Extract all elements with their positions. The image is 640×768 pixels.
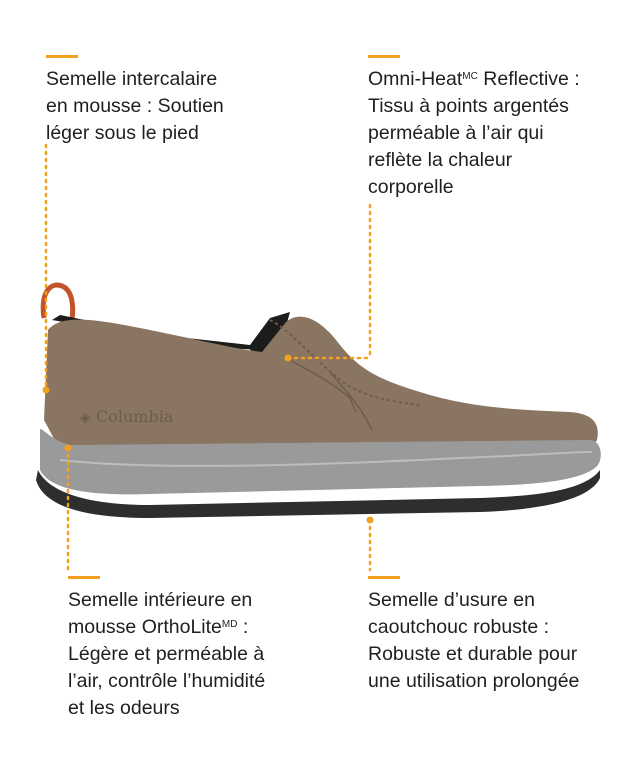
callout-insole-line: Légère et perméable à: [68, 643, 265, 665]
callout-outsole: [368, 576, 628, 695]
callout-insole-line: et les odeurs: [68, 697, 180, 719]
callout-insole: [68, 576, 308, 722]
callout-omniheat-title: Omni-Heat$^{MC}$ Reflective :: [368, 68, 580, 90]
accent-bar: [68, 576, 100, 579]
callout-insole-line: Semelle intérieure en: [68, 589, 253, 611]
accent-bar: [368, 576, 400, 579]
accent-bar: [46, 55, 78, 58]
callout-omniheat-line: Tissu à points argentés: [368, 95, 569, 117]
callout-omniheat-line: reflète la chaleur: [368, 149, 513, 171]
callout-outsole-line: une utilisation prolongée: [368, 670, 580, 692]
callout-insole-title: mousse OrthoLite$^{MD}$ :: [68, 616, 249, 638]
callout-midsole-line: léger sous le pied: [46, 122, 199, 144]
callout-midsole-line: en mousse : Soutien: [46, 95, 224, 117]
callout-midsole: [46, 55, 276, 147]
accent-bar: [368, 55, 400, 58]
callout-outsole-line: Semelle d’usure en: [368, 589, 535, 611]
callout-omniheat: [368, 55, 628, 201]
brand-logo: Columbia: [96, 407, 174, 426]
diamond-icon: ◈: [80, 410, 91, 426]
callout-midsole-line: Semelle intercalaire: [46, 68, 218, 90]
callout-omniheat-line: corporelle: [368, 176, 454, 198]
callout-outsole-line: Robuste et durable pour: [368, 643, 578, 665]
callout-insole-line: l’air, contrôle l’humidité: [68, 670, 266, 692]
callout-omniheat-line: perméable à l’air qui: [368, 122, 544, 144]
callout-outsole-line: caoutchouc robuste :: [368, 616, 550, 638]
